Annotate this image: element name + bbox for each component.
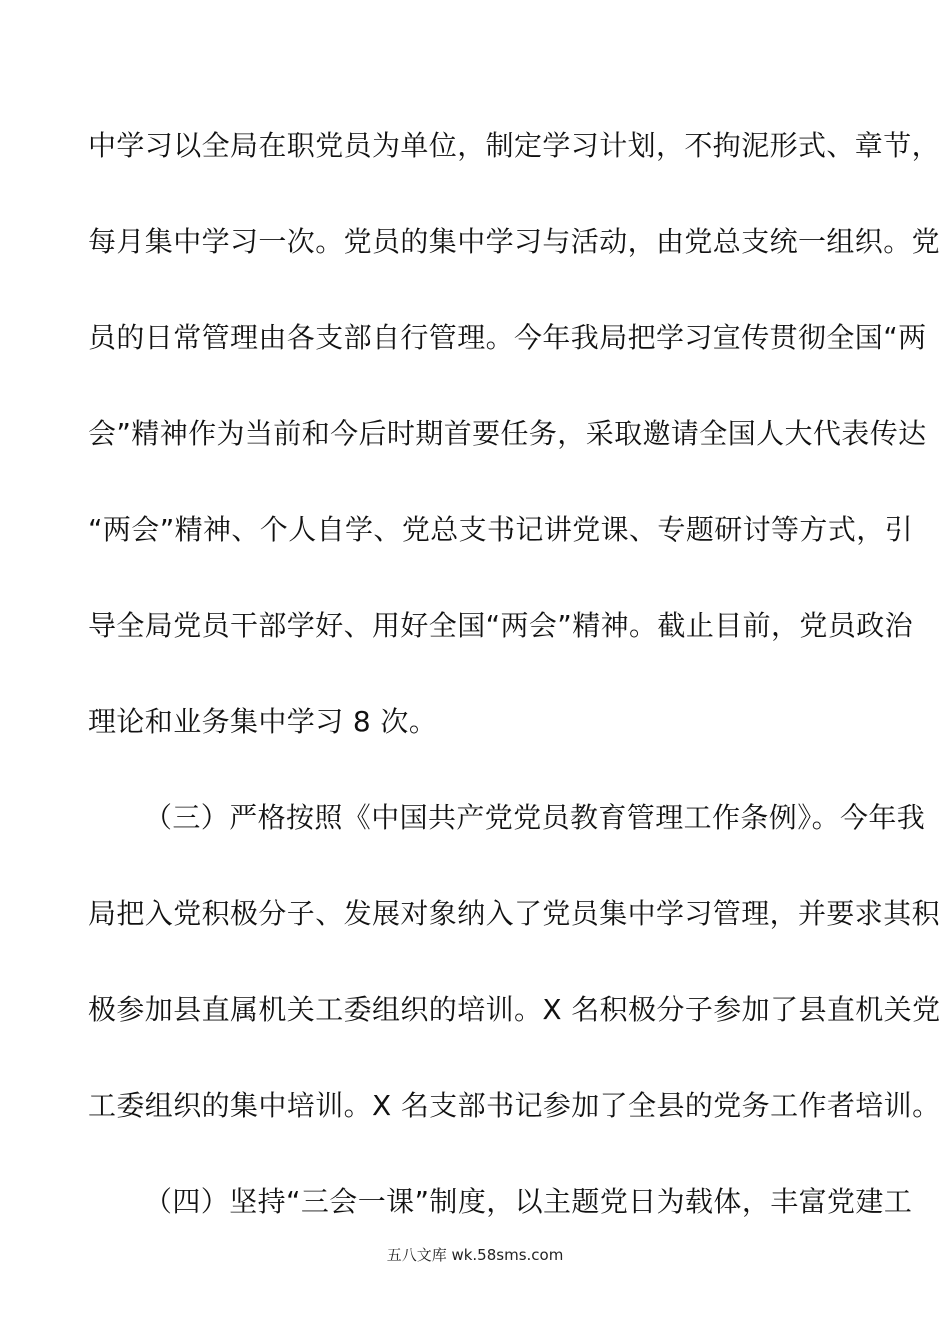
text-line: 理论和业务集中学习 8 次。 [88, 705, 438, 738]
text-line: “两会”精神、个人自学、党总支书记讲党课、专题研讨等方式，引 [88, 513, 914, 546]
text-line: 导全局党员干部学好、用好全国“两会”精神。截止目前，党员政治 [88, 609, 914, 642]
text-line: 中学习以全局在职党员为单位，制定学习计划，不拘泥形式、章节， [88, 129, 941, 162]
page-footer: 五八文库 wk.58sms.com [386, 1246, 564, 1264]
text-line: 会”精神作为当前和今后时期首要任务，采取邀请全国人大代表传达 [88, 417, 927, 450]
text-line: 极参加县直属机关工委组织的培训。X 名积极分子参加了县直机关党 [88, 993, 941, 1026]
text-line: 员的日常管理由各支部自行管理。今年我局把学习宣传贯彻全国“两 [88, 321, 927, 354]
paragraph-start-line: （三）严格按照《中国共产党党员教育管理工作条例》。今年我 [144, 801, 926, 834]
text-line: 每月集中学习一次。党员的集中学习与活动，由党总支统一组织。党 [88, 225, 941, 258]
paragraph-start-line: （四）坚持“三会一课”制度，以主题党日为载体，丰富党建工 [144, 1185, 913, 1218]
text-line: 工委组织的集中培训。X 名支部书记参加了全县的党务工作者培训。 [88, 1089, 941, 1122]
text-line: 局把入党积极分子、发展对象纳入了党员集中学习管理，并要求其积 [88, 897, 941, 930]
body-text [88, 112, 941, 1264]
